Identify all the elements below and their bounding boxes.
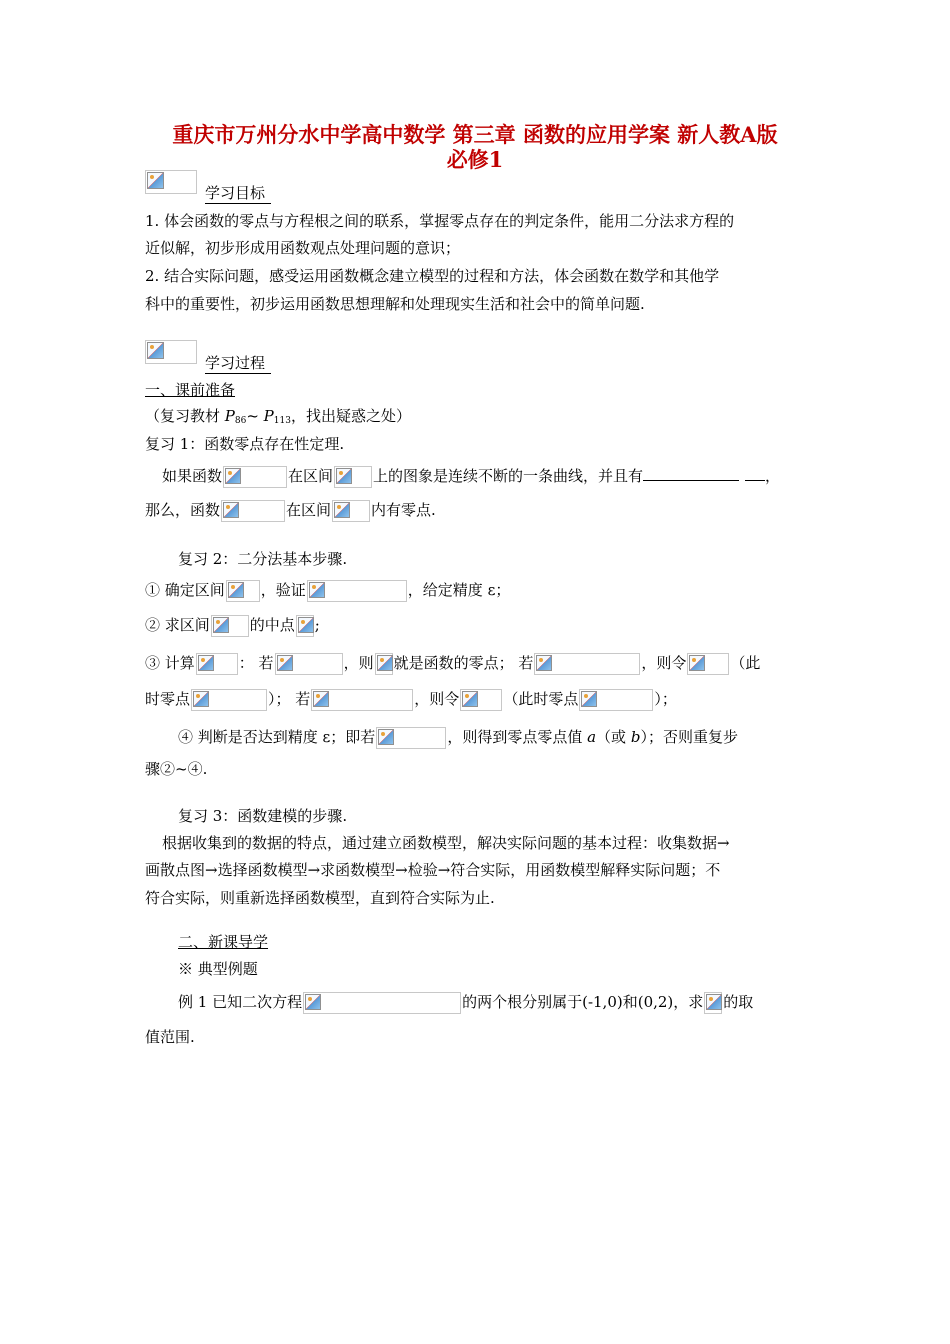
review-note: （复习教材 $P_{86}\sim$ $P_{113}$，找出疑惑之处） xyxy=(145,407,411,426)
formula-image xyxy=(226,580,260,602)
answer-blank xyxy=(643,466,739,481)
review3-paragraph: 根据收集到的数据的特点，通过建立函数模型，解决实际问题的基本过程：收集数据→ xyxy=(162,834,730,852)
review2-step3-cont: 时零点 ）； 若 ，则令 （此时零点 ）； xyxy=(145,689,677,711)
formula-image xyxy=(221,500,285,522)
review3-title: 复习 3：函数建模的步骤. xyxy=(178,807,348,825)
formula-image xyxy=(460,689,502,711)
review2-title: 复习 2：二分法基本步骤. xyxy=(178,550,348,568)
review2-step2: ② 求区间 的中点 ; xyxy=(145,615,320,637)
review2-step3: ③ 计算 ： 若 ，则 就是函数的零点； 若 ，则令 （此 xyxy=(145,653,760,675)
review1-line1: 如果函数 在区间 上的图象是连续不断的一条曲线，并且有 ， xyxy=(162,466,780,488)
formula-image xyxy=(334,466,372,488)
review3-paragraph: 符合实际，则重新选择函数模型，直到符合实际为止. xyxy=(145,889,495,907)
formula-image xyxy=(376,727,446,749)
review2-step1: ① 确定区间 ，验证 ，给定精度 ε； xyxy=(145,580,510,602)
formula-image xyxy=(311,689,413,711)
goal-line: 科中的重要性，初步运用函数思想理解和处理现实生活和社会中的简单问题. xyxy=(145,295,645,313)
part2-heading: 二、新课导学 xyxy=(178,933,269,951)
formula-image xyxy=(375,653,393,675)
typical-examples-heading: ※ 典型例题 xyxy=(178,960,258,978)
part1-heading: 一、课前准备 xyxy=(145,381,236,399)
example1-line2: 值范围. xyxy=(145,1028,195,1046)
formula-image xyxy=(332,500,370,522)
document-title: 重庆市万州分水中学高中数学 第三章 函数的应用学案 新人教A版 xyxy=(172,122,778,147)
document-title-line2: 必修1 xyxy=(446,147,504,172)
formula-image xyxy=(196,653,238,675)
review1-title: 复习 1：函数零点存在性定理. xyxy=(145,435,345,453)
review2-step4-cont: 骤②~④. xyxy=(145,760,208,778)
example1-line1: 例 1 已知二次方程 的两个根分别属于(-1,0)和(0,2)，求 的取 xyxy=(178,992,753,1014)
goal-line: 2. 结合实际问题，感受运用函数概念建立模型的过程和方法，体会函数在数学和其他学 xyxy=(145,267,720,285)
answer-blank xyxy=(745,466,765,481)
formula-image xyxy=(211,615,249,637)
formula-image xyxy=(275,653,343,675)
broken-image-icon xyxy=(145,340,197,364)
broken-image-icon xyxy=(145,170,197,194)
formula-image xyxy=(307,580,407,602)
review1-line2: 那么，函数 在区间 内有零点. xyxy=(145,500,436,522)
goal-line: 1. 体会函数的零点与方程根之间的联系，掌握零点存在的判定条件，能用二分法求方程的 xyxy=(145,212,735,230)
section-process-label: 学习过程 xyxy=(205,353,271,374)
section-goals-label: 学习目标 xyxy=(205,183,271,204)
formula-image xyxy=(303,992,461,1014)
review3-paragraph: 画散点图→选择函数模型→求函数模型→检验→符合实际，用函数模型解释实际问题；不 xyxy=(145,861,721,879)
formula-image xyxy=(687,653,729,675)
formula-image xyxy=(534,653,640,675)
goal-line: 近似解，初步形成用函数观点处理问题的意识； xyxy=(145,239,461,257)
review2-step4: ④ 判断是否达到精度 ε；即若 ，则得到零点零点值 a（或 b）；否则重复步 xyxy=(178,727,738,749)
formula-image xyxy=(223,466,287,488)
formula-image xyxy=(704,992,722,1014)
formula-image xyxy=(579,689,653,711)
formula-image xyxy=(296,615,314,637)
formula-image xyxy=(191,689,267,711)
